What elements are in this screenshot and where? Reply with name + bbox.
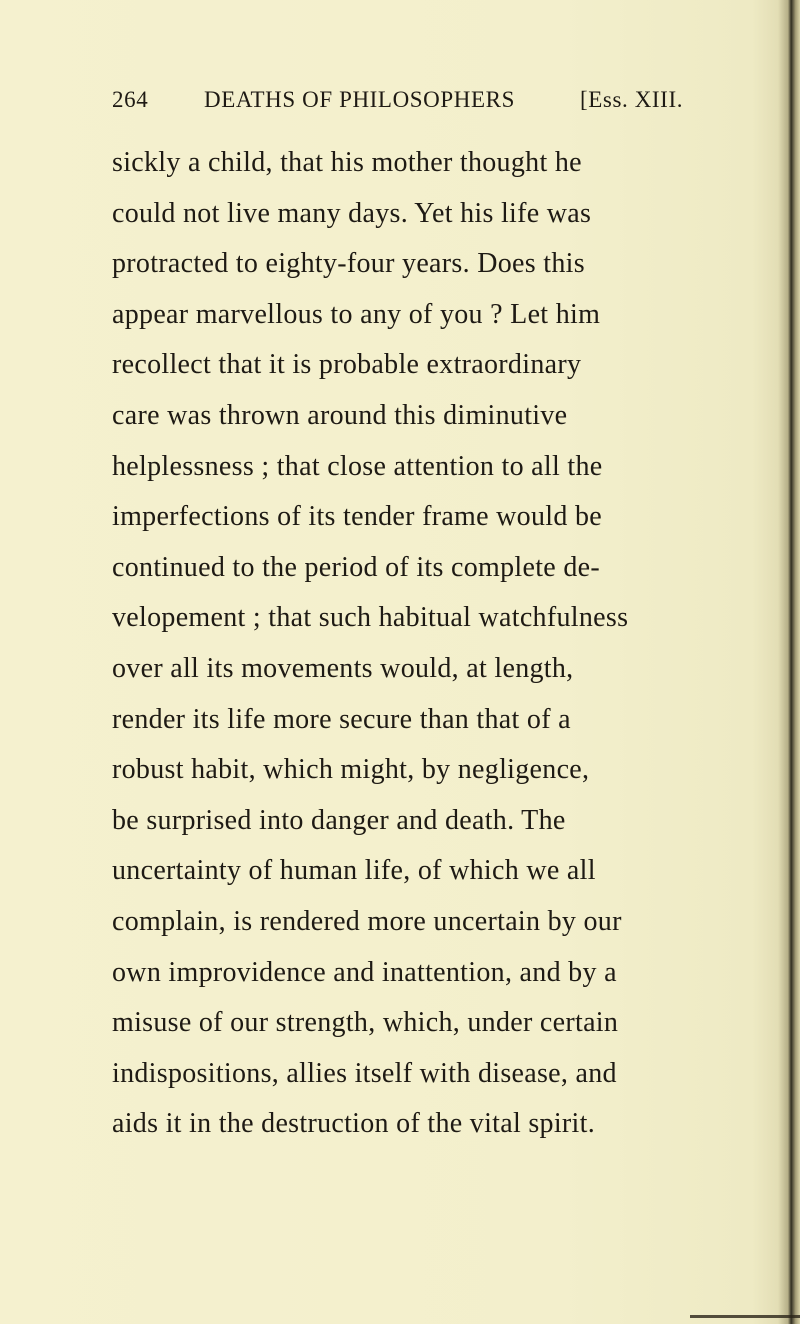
text-line: helplessness ; that close attention to all the: [112, 450, 603, 482]
page-edge-shadow: [778, 0, 800, 1324]
text-line: aids it in the destruction of the vital spirit.: [112, 1108, 596, 1140]
text-line: imperfections of its tender frame would be: [112, 501, 602, 533]
text-line: appear marvellous to any of you ? Let him: [112, 298, 601, 330]
text-line: misuse of our strength, which, under certain: [112, 1007, 619, 1039]
text-line: uncertainty of human life, of which we all: [112, 855, 596, 887]
text-line: velopement ; that such habitual watchfulness: [112, 602, 629, 634]
text-line: recollect that it is probable extraordinary: [112, 349, 582, 381]
text-line: continued to the period of its complete de-: [112, 551, 600, 583]
text-line: own improvidence and inattention, and by a: [112, 956, 617, 988]
text-line: be surprised into danger and death. The: [112, 804, 566, 836]
text-line: sickly a child, that his mother thought he: [112, 147, 582, 178]
page-number: 264: [112, 87, 149, 112]
text-line: render its life more secure than that of a: [112, 703, 571, 735]
text-line: protracted to eighty-four years. Does this: [112, 248, 585, 280]
running-head: [112, 87, 800, 123]
header-title: DEATHS OF PHILOSOPHERS: [204, 87, 515, 112]
text-line: care was thrown around this diminutive: [112, 399, 568, 431]
text-line: could not live many days. Yet his life was: [112, 197, 592, 229]
page-corner-shadow: [690, 1315, 800, 1318]
header-section: [Ess. XIII.: [580, 87, 684, 112]
text-line: indispositions, allies itself with disease, and: [112, 1057, 617, 1089]
text-line: robust habit, which might, by negligence,: [112, 754, 590, 786]
body-text: [112, 144, 712, 1156]
text-line: over all its movements would, at length,: [112, 652, 574, 684]
text-line: complain, is rendered more uncertain by our: [112, 905, 622, 937]
